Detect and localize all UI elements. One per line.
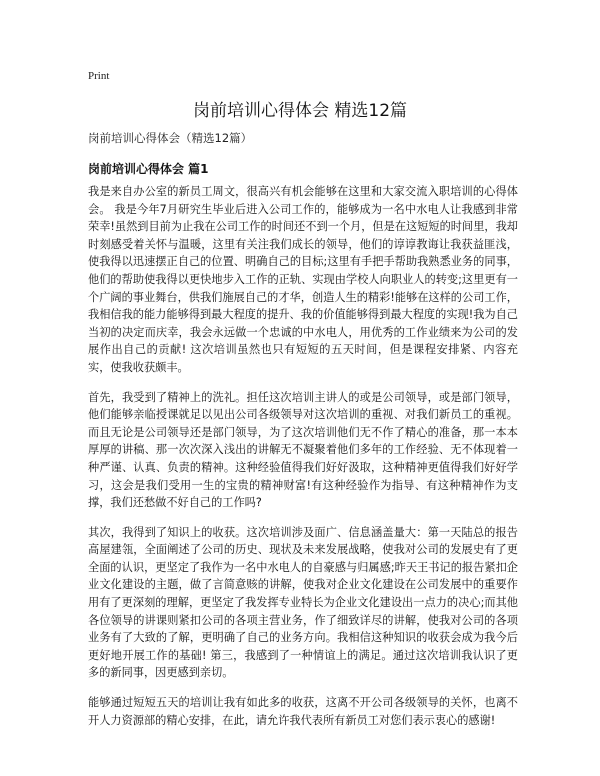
print-label[interactable]: Print (88, 70, 110, 82)
paragraph: 首先，我受到了精神上的洗礼。担任这次培训主讲人的或是公司领导，或是部门领导，他们能够亲临授课就足以见出公司各级领导对这次培训的重视、对我们新员工的重视。而且无论是公司领导还是部门领导，为了这次培训他们无不作了精心的准备，那一本本厚厚的讲稿、那一次次深入浅出的讲解无不凝聚着他们多年的工作经验、无不体现着一种严谨、认真、负责的精神。这种经验值得我们好好汲取，这种精神更值得我们好好学习，这会是我们受用一生的宝贵的精神财富!有这种经验作为指导、有这种精神作为支撑，我们还愁做不好自己的工作吗? (88, 390, 518, 510)
paragraph: 其次，我得到了知识上的收获。这次培训涉及面广、信息涵盖量大：第一天陆总的报告高屋建瓴，全面阐述了公司的历史、现状及未来发展战略，使我对公司的发展史有了更全面的认识，更坚定了我作为一名中水电人的自豪感与归属感;昨天王书记的报告紧扣企业文化建设的主题，做了言简意赅的讲解，使我对企业文化建设在公司发展中的重要作用有了更深刻的理解，更坚定了我发挥专业特长为企业文化建设出一点力的决心;而其他各位领导的讲课则紧扣公司的各项主营业务，作了细致详尽的讲解，使我对公司的各项业务有了大致的了解，更明确了自己的业务方向。我相信这种知识的收获会成为我今后更好地开展工作的基础! 第三，我感到了一种情谊上的满足。通过这次培训我认识了更多的新同事，因更感到亲切。 (88, 525, 518, 680)
document-subtitle: 岗前培训心得体会（精选12篇） (88, 131, 253, 145)
paragraph: 我是来自办公室的新员工周文，很高兴有机会能够在这里和大家交流入职培训的心得体会。 我是今年7月研究生毕业后进入公司工作的，能够成为一名中水电人让我感到非常荣幸!虽然到目前为止我在公司工作的时间还不到一个月，但是在这短短的时间里，我却时刻感受着关怀与温暖，这里有关注我们成长的领导，他们的谆谆教诲让我获益匪浅，使我得以迅速摆正自己的位置、明确自己的目标;这里有手把手帮助我熟悉业务的同事，他们的帮助使我得以更快地步入工作的正轨、实现由学校人向职业人的转变;这里更有一个广阔的事业舞台，供我们施展自己的才华，创造人生的精彩!能够在这样的公司工作，我相信我的能力能够得到最大程度的提升、我的价值能够得到最大程度的实现!我为自己当初的决定而庆幸，我会永远做一个忠诚的中水电人，用优秀的工作业绩来为公司的发展作出自己的贡献! 这次培训虽然也只有短短的五天时间，但是课程安排紧、内容充实，使我收获颇丰。 (88, 185, 518, 374)
document-title: 岗前培训心得体会 精选12篇 (192, 101, 408, 121)
section-heading: 岗前培训心得体会 篇1 (88, 162, 209, 176)
document-body (88, 183, 518, 741)
paragraph: 能够通过短短五天的培训让我有如此多的收获，这离不开公司各级领导的关怀，也离不开人力资源部的精心安排，在此，请允许我代表所有新员工对您们表示衷心的感谢! (88, 696, 518, 727)
